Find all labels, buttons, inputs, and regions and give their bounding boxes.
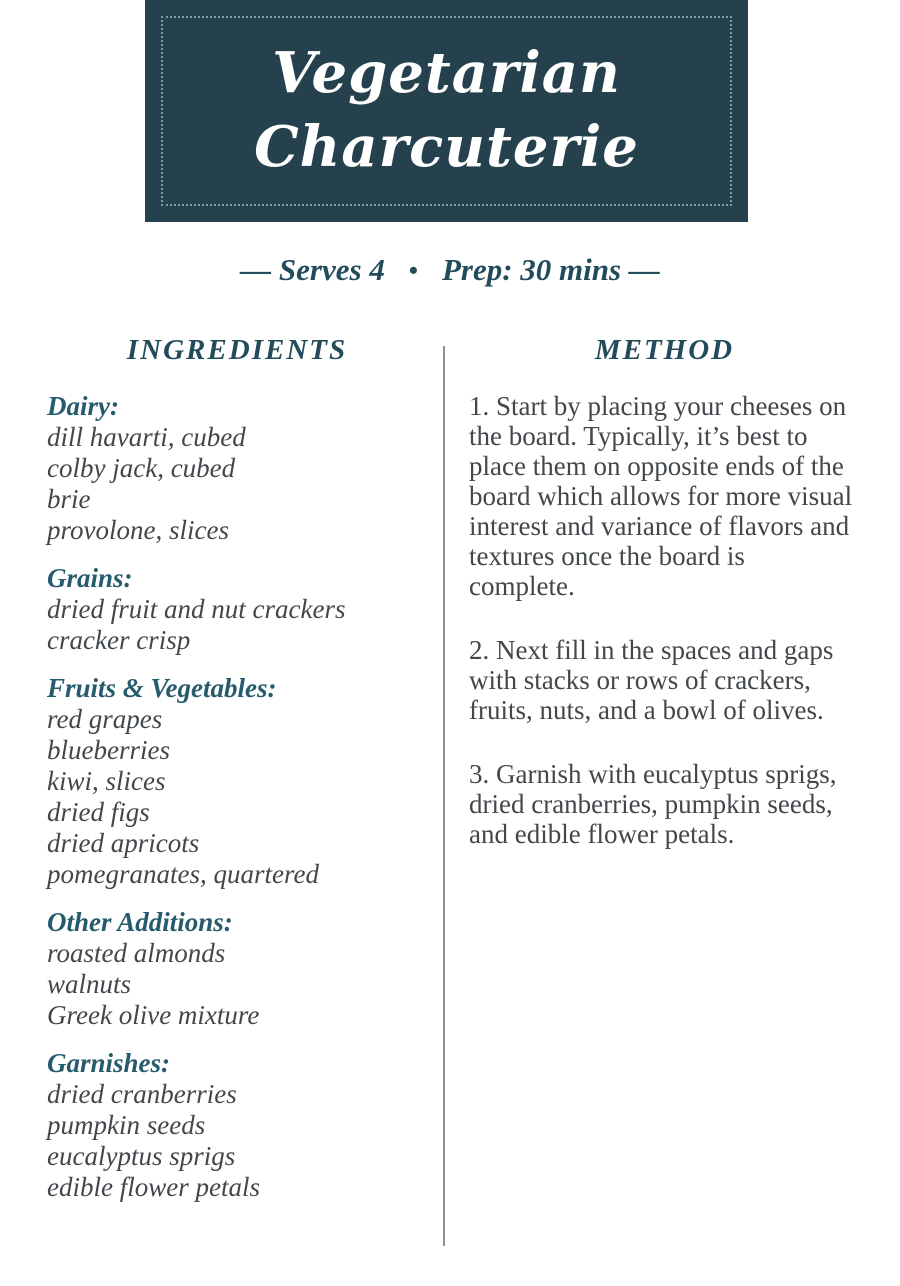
serving-info: [0, 252, 900, 288]
recipe-title: [254, 37, 639, 185]
method-step: 3. Garnish with eucalyptus sprigs, dried cranberries, pumpkin seeds, and edible flower petals.: [469, 759, 837, 849]
ingredient-item: edible flower petals: [47, 1172, 260, 1202]
recipe-title-line1: Vegetarian: [272, 40, 621, 107]
ingredient-category-title: Dairy:: [47, 391, 119, 421]
ingredient-item: walnuts: [47, 969, 132, 999]
bullet-separator-icon: •: [408, 256, 418, 285]
ingredient-item: dried figs: [47, 797, 150, 827]
method-step: 2. Next fill in the spaces and gaps with stacks or rows of crackers, fruits, nuts, and a bowl of olives.: [469, 635, 834, 725]
dotted-border-frame: [161, 16, 732, 206]
recipe-header-banner: [145, 0, 748, 222]
ingredient-item: dill havarti, cubed: [47, 422, 246, 452]
ingredient-item: eucalyptus sprigs: [47, 1141, 236, 1171]
ingredient-category-title: Grains:: [47, 563, 133, 593]
ingredient-category-title: Garnishes:: [47, 1048, 171, 1078]
prep-label: Prep: 30 mins —: [441, 252, 660, 287]
ingredient-item: blueberries: [47, 735, 170, 765]
ingredient-category-title: Fruits & Vegetables:: [47, 673, 277, 703]
column-divider: [443, 346, 445, 1246]
method-heading: METHOD: [594, 334, 735, 366]
ingredients-column: [0, 334, 443, 1246]
ingredient-item: provolone, slices: [47, 515, 229, 545]
ingredient-section: [47, 391, 413, 546]
ingredient-item: cracker crisp: [47, 625, 191, 655]
ingredient-sections: [47, 391, 413, 1203]
ingredient-item: brie: [47, 484, 91, 514]
method-column: [443, 334, 900, 1246]
serves-label: — Serves 4: [240, 252, 385, 287]
ingredient-item: dried cranberries: [47, 1079, 237, 1109]
ingredient-item: pumpkin seeds: [47, 1110, 206, 1140]
ingredient-item: colby jack, cubed: [47, 453, 236, 483]
ingredient-section: [47, 673, 413, 890]
method-steps: [469, 391, 860, 849]
ingredient-item: roasted almonds: [47, 938, 226, 968]
ingredient-section: [47, 907, 413, 1031]
ingredient-item: Greek olive mixture: [47, 1000, 260, 1030]
ingredient-section: [47, 563, 413, 656]
ingredients-heading: INGREDIENTS: [126, 334, 348, 366]
content-columns: [0, 334, 900, 1246]
method-step: 1. Start by placing your cheeses on the board. Typically, it’s best to place them on opposite ends of the board which allows for more visual interest and variance of flavors and textures once the board is complete.: [469, 391, 853, 601]
ingredient-item: red grapes: [47, 704, 163, 734]
ingredient-category-title: Other Additions:: [47, 907, 233, 937]
recipe-title-line2: Charcuterie: [254, 114, 639, 180]
ingredient-item: dried fruit and nut crackers: [47, 594, 346, 624]
ingredient-section: [47, 1048, 413, 1203]
ingredient-item: kiwi, slices: [47, 766, 166, 796]
ingredient-item: pomegranates, quartered: [47, 859, 319, 889]
ingredient-item: dried apricots: [47, 828, 200, 858]
